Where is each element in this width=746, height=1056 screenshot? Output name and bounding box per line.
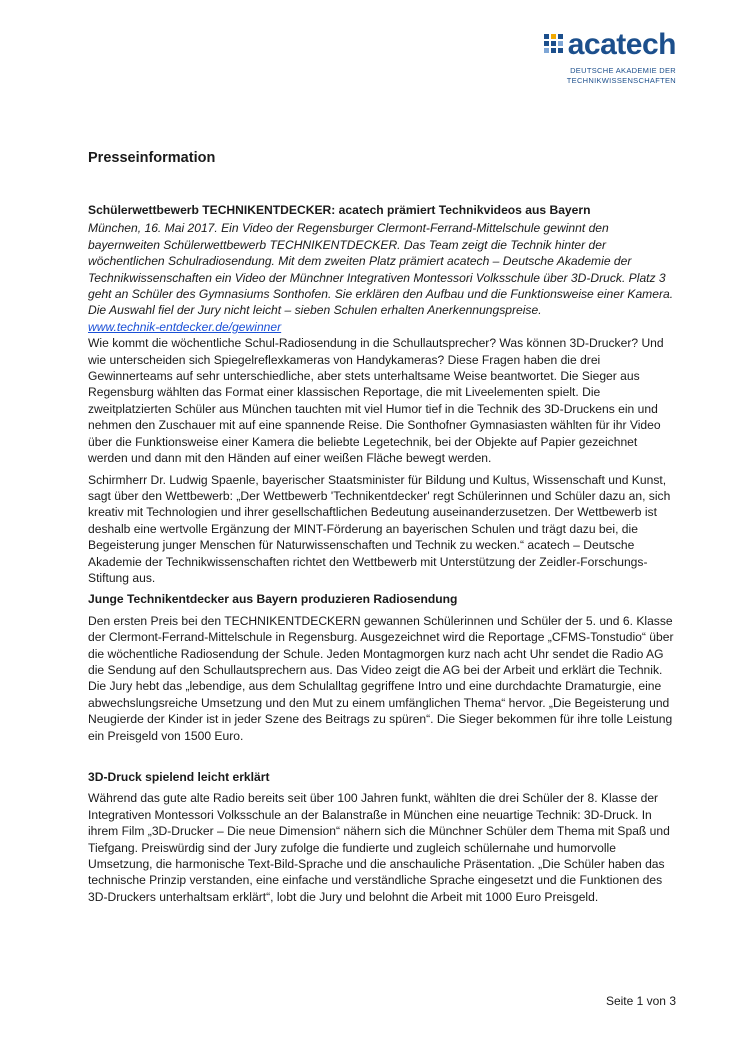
headline: Schülerwettbewerb TECHNIKENTDECKER: acatech prämiert Technikvideos aus Bayern [88,203,591,217]
section-text-3d-druck: Während das gute alte Radio bereits seit über 100 Jahren funkt, wählten die drei Schüler der 8. Klasse der Integrativen Montessori Volksschule an der Balanstraße in München eine neuartige Technik: 3D-Druck. In ihrem Film „3D-Drucker – Die neue Dimension“ nähern sich die Münchner Schüler dem Thema mit Spaß und Tiefgang. Preiswürdig sind der Jury zufolge die fundierte und zugleich schülernahe und humorvolle Umsetzung, die harmonische Text-Bild-Sprache und die anschauliche Präsentation. „Die Schüler haben das technische Prinzip verstanden, eine einfache und verständliche Sprache eingesetzt und die Funktionen des 3D-Druckers unterhaltsam erklärt“, lobt die Jury und belohnt die Arbeit mit 1000 Euro Preisgeld. [88,791,670,904]
body-paragraph-2: Schirmherr Dr. Ludwig Spaenle, bayerischer Staatsminister für Bildung und Kultus, Wissenschaft und Kunst, sagt über den Wettbewerb: „Der Wettbewerb 'Technikentdecker' regt Schülerinnen und Schüler dazu an, sich kreativ mit Technologien und ihrer gesellschaftlichen Bedeutung auseinanderzusetzen. Der Wettbewerb ist deshalb eine wertvolle Ergänzung der MINT-Förderung an bayerischen Schulen und trägt dazu bei, die Begeisterung junger Menschen für Naturwissenschaften und Technik zu wecken.“ acatech – Deutsche Akademie der Technikwissenschaften richtet den Wettbewerb mit Unterstützung der Zeidler-Forschungs-Stiftung aus. [88,472,671,585]
acatech-logo [516,30,676,86]
lead-paragraph: München, 16. Mai 2017. Ein Video der Regensburger Clermont-Ferrand-Mittelschule gewinnt den bayernweiten Schülerwettbewerb TECHNIKENTDECKER. Das Team zeigt die Technik hinter der wöchentlichen Schulradiosendung. Mit dem zweiten Platz prämiert acatech – Deutsche Akademie der Technikwissenschaften ein Video der Münchner Integrativen Montessori Volksschule über 3D-Druck. Platz 3 geht an Schüler des Gymnasiums Sonthofen. Sie erklären den Aufbau und die Funktionsweise einer Kamera. Die Auswahl fiel der Jury nicht leicht – sieben Schulen erhalten Anerkennungspreise. www.technik-entdecker.de/gewinner [88,221,674,334]
press-release-body [88,202,678,910]
section-text-radio: Den ersten Preis bei den TECHNIKENTDECKERN gewannen Schülerinnen und Schüler der 5. und 6. Klasse der Clermont-Ferrand-Mittelschule in Regensburg. Ausgezeichnet wird die Reportage „CFMS-Tonstudio“ über die wöchentliche Radiosendung der Schule. Jeden Montagmorgen kurz nach acht Uhr sendet die Radio AG die Sendung auf den Schullautsprechern aus. Das Video zeigt die AG bei der Arbeit und erklärt die Technik. Die Jury hebt das „lebendige, aus dem Schulalltag gegriffene Intro und eine durchdachte Dramaturgie, eine abwechslungsreiche Umsetzung und den Mut zu einem umfänglichen Thema“ hervor. „Die Begeisterung und Neugierde der Kinder ist in jeder Szene des Beitrags zu spüren“. Die Sieger bekommen für ihre tolle Leistung ein Preisgeld von 1500 Euro. [88,613,674,743]
document-type: Presseinformation [88,150,216,166]
winners-link[interactable]: www.technik-entdecker.de/gewinner [88,319,282,334]
logo-tagline: DEUTSCHE AKADEMIE DER TECHNIKWISSENSCHAFTEN [566,66,676,85]
logo-wordmark: acatech [567,28,676,61]
body-paragraph-1: Wie kommt die wöchentliche Schul-Radiosendung in die Schullautsprecher? Was können 3D-Drucker? Und wie unterscheiden sich Spiegelreflexkameras von Handykameras? Diese Fragen haben die drei Gewinnerteams auf sehr unterschiedliche, aber stets unterhaltsame Weise beantwortet. Die Sieger aus Regensburg wählten das Format einer klassischen Reportage, die mit Liveelementen spielt. Die zweitplatzierten Schüler aus München tauchten mit viel Humor tief in die Technik des 3D-Druckens ein und nehmen den Zuschauer mit auf eine spannende Reise. Die Sonthofner Gymnasiasten wählten für ihr Video über die Funktionsweise einer Kamera die beliebte Legetechnik, bei der Objekte auf Papier gezeichnet werden und dann mit den Händen auf einer weißen Fläche bewegt werden. [88,336,664,466]
section-heading-3d-druck: 3D-Druck spielend leicht erklärt [88,770,270,784]
acatech-logo-mark-icon [544,34,564,56]
page-number: Seite 1 von 3 [605,994,676,1008]
section-heading-radio: Junge Technikentdecker aus Bayern produzieren Radiosendung [88,592,458,607]
